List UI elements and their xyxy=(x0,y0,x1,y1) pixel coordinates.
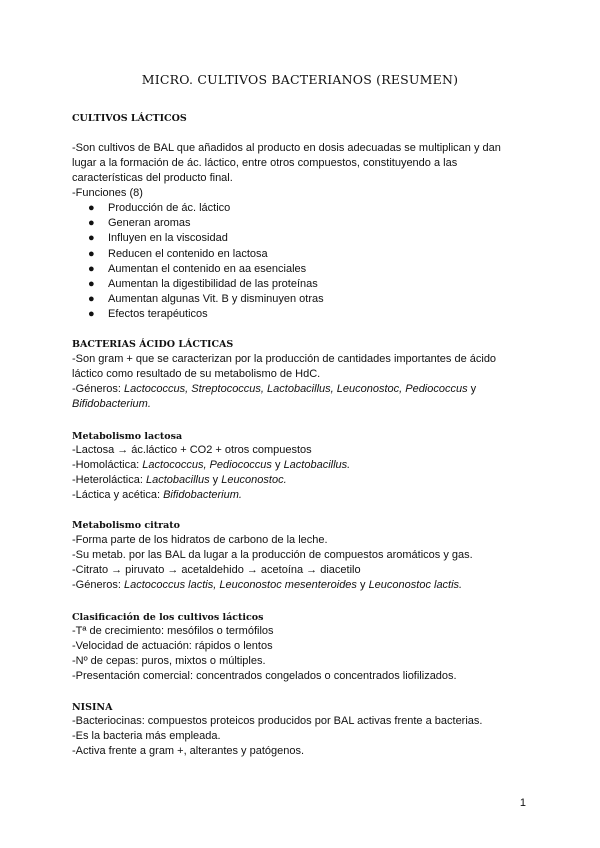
heading-nisina: NISINA xyxy=(72,702,113,713)
paragraph-line: láctico como resultado de su metabolismo de HdC. xyxy=(72,368,321,380)
heading-metabolismo-lactosa: Metabolismo lactosa xyxy=(72,431,183,442)
list-item: ● Aumentan algunas Vit. B y disminuyen otras xyxy=(72,292,324,307)
list-item: ● Producción de ác. láctico xyxy=(72,201,324,216)
list-item: ● Efectos terapéuticos xyxy=(72,307,324,322)
paragraph-line: -Presentación comercial: concentrados congelados o concentrados liofilizados. xyxy=(72,670,457,682)
document-title: MICRO. CULTIVOS BACTERIANOS (RESUMEN) xyxy=(141,72,459,87)
lactica-acetica-line: -Láctica y acética: Bifidobacterium. xyxy=(72,489,242,501)
heading-bacterias-acido-lacticas: BACTERIAS ÁCIDO LÁCTICAS xyxy=(72,339,234,350)
generos-citrato-line: -Géneros: Lactococcus lactis, Leuconostoc mesenteroides y Leuconostoc lactis. xyxy=(72,579,463,591)
list-item: ● Aumentan la digestibilidad de las proteínas xyxy=(72,277,324,292)
paragraph-line: -Son cultivos de BAL que añadidos al producto en dosis adecuadas se multiplican y dan xyxy=(72,142,501,154)
heading-clasificacion: Clasificación de los cultivos lácticos xyxy=(72,612,264,623)
paragraph-line: -Citrato → piruvato → acetaldehido → acetoína → diacetilo xyxy=(72,564,361,576)
list-item: ● Aumentan el contenido en aa esenciales xyxy=(72,262,324,277)
bullet-icon: ● xyxy=(88,308,95,321)
bullet-icon: ● xyxy=(88,278,95,291)
funciones-list xyxy=(72,201,324,323)
paragraph-line: -Bacteriocinas: compuestos proteicos producidos por BAL activas frente a bacterias. xyxy=(72,715,483,727)
paragraph-line: características del producto final. xyxy=(72,172,233,184)
bullet-icon: ● xyxy=(88,247,95,260)
paragraph-line: -Nº de cepas: puros, mixtos o múltiples. xyxy=(72,655,266,667)
bullet-icon: ● xyxy=(88,202,95,214)
list-item: ● Reducen el contenido en lactosa xyxy=(72,247,324,262)
paragraph-line: -Su metab. por las BAL da lugar a la producción de compuestos aromáticos y gas. xyxy=(72,549,473,561)
generos-line-cont: Bifidobacterium. xyxy=(72,398,151,410)
heading-cultivos-lacticos: CULTIVOS LÁCTICOS xyxy=(72,113,187,124)
heterolactica-line: -Heteroláctica: Lactobacillus y Leuconostoc. xyxy=(72,474,287,486)
heading-metabolismo-citrato: Metabolismo citrato xyxy=(72,520,181,531)
list-item: ● Influyen en la viscosidad xyxy=(72,231,324,246)
bullet-icon: ● xyxy=(88,232,95,245)
bullet-icon: ● xyxy=(88,217,95,230)
funciones-label: -Funciones (8) xyxy=(72,187,143,199)
homolactica-line: -Homoláctica: Lactococcus, Pediococcus y Lactobacillus. xyxy=(72,459,351,471)
paragraph-line: -Activa frente a gram +, alterantes y patógenos. xyxy=(72,745,305,757)
generos-line: -Géneros: Lactococcus, Streptococcus, Lactobacillus, Leuconostoc, Pediococcus y xyxy=(72,383,477,395)
paragraph-line: -Velocidad de actuación: rápidos o lentos xyxy=(72,640,273,652)
paragraph-line: -Es la bacteria más empleada. xyxy=(72,730,221,742)
bullet-icon: ● xyxy=(88,262,95,275)
paragraph-line: -Son gram + que se caracterizan por la producción de cantidades importantes de ácido xyxy=(72,353,497,365)
bullet-icon: ● xyxy=(88,293,95,306)
paragraph-line: -Tª de crecimiento: mesófilos o termófilos xyxy=(72,625,274,637)
paragraph-line: -Forma parte de los hidratos de carbono de la leche. xyxy=(72,534,328,546)
list-item: ● Generan aromas xyxy=(72,216,324,231)
paragraph-line: lugar a la formación de ác. láctico, entre otros compuestos, constituyendo a las xyxy=(72,157,458,169)
paragraph-line: -Lactosa → ác.láctico + CO2 + otros compuestos xyxy=(72,444,312,456)
page-number: 1 xyxy=(519,797,526,809)
